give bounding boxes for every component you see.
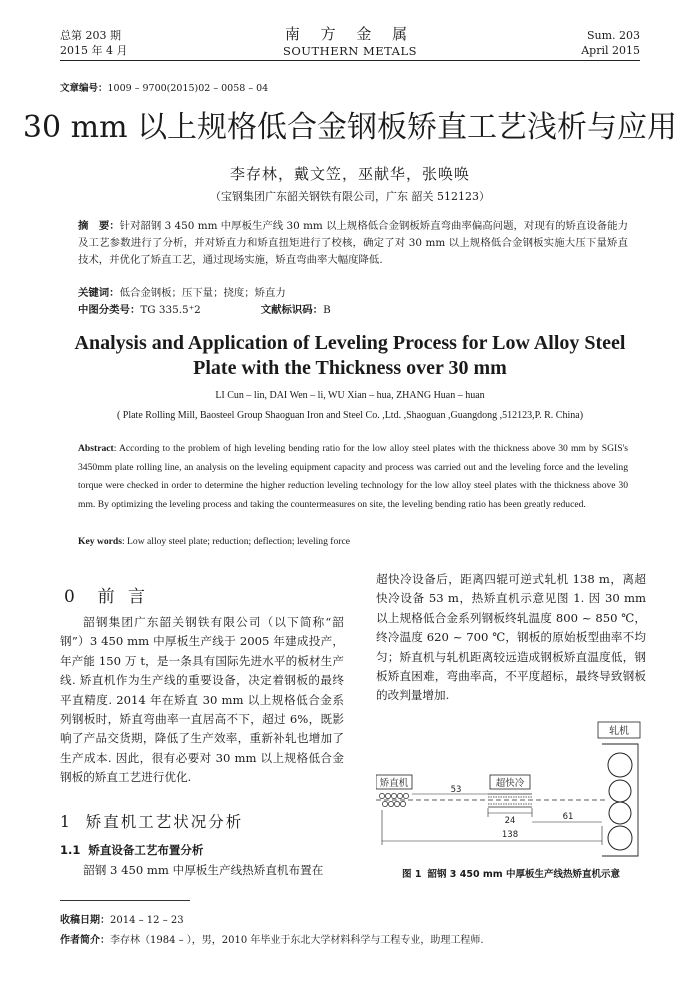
dim-53: 53: [450, 785, 462, 795]
received-date: 2014 – 12 – 23: [110, 915, 184, 926]
sum-en: Sum. 203: [586, 29, 640, 42]
keywords-cn: [78, 285, 628, 302]
article-number-label: 文章编号：: [60, 83, 108, 94]
keywords-cn-label: 关键词：: [78, 287, 120, 299]
dim-61: 61: [562, 812, 574, 822]
cooling-label: 超快冷: [495, 778, 525, 789]
authors-en: LI Cun – lin, DAI Wen – li, WU Xian – hua, ZHANG Huan – huan: [215, 390, 485, 401]
date-cn: 2015 年 4 月: [60, 44, 128, 57]
mill-roll-bottom: [608, 826, 632, 850]
abstract-en-label: Abstract: [78, 443, 114, 454]
section-0-number: 0: [64, 587, 79, 607]
section-0-title: 前 言: [97, 587, 150, 607]
cooling-units: [488, 794, 532, 807]
article-number: [60, 80, 268, 94]
mill-housing: [602, 744, 638, 856]
authors-cn: 李存林，戴文笠，巫献华，张唤唤: [229, 165, 470, 183]
abstract-en-text: : According to the problem of high leveling bending ratio for the low alloy steel plates with the thickness above 30 mm by SGIS's 3450mm plate rolling line, an analysis on the leveling equipment capacity and process was carried out and the leveling force and the leveling torque were checked in order to determine the higher reduction leveling technology for the low alloy steel plates with the thickness above 30 mm. By optimizing the leveling process and taking the countermeasures on site, the leveling bending ratio has been greatly reduced.: [78, 443, 628, 511]
journal-cn: 南 方 金 属: [284, 25, 416, 43]
section-1-number: 1: [60, 813, 72, 831]
received-label: 收稿日期：: [60, 915, 110, 926]
dim-24: 24: [504, 816, 516, 826]
section-0-body: [60, 613, 344, 788]
header-issue: [60, 28, 127, 58]
figure-1-caption: [376, 866, 646, 880]
footnote-received: [60, 911, 184, 926]
abstract-cn-text: 针对韶钢 3 450 mm 中厚板生产线 30 mm 以上规格低合金钢板矫直弯曲率偏高问题，对现有的矫直设备能力及工艺参数进行了分析，并对矫直力和矫直扭矩进行了校核，确定了对 30 mm 以上规格低合金钢板实施大压下量矫直技术，并优化了矫直工艺，通过现场实施，矫直弯曲率大幅度降低.: [78, 220, 629, 266]
leveler-label: 矫直机: [379, 778, 409, 789]
section-0-paragraph: 韶钢集团广东韶关钢铁有限公司（以下简称“韶钢”）3 450 mm 中厚板生产线于 2005 年建成投产，年产能 150 万 t，是一条具有国际先进水平的板材生产线. 矫直机作为生产线的重要设备，决定着钢板的最终平直精度. 2014 年在矫直 30 mm 以上规格低合金系列钢板时，矫直弯曲率一直居高不下，超过 6%，既影响了产品交货期，降低了生产效率，重新补轧也增加了生产成本. 因此，很有必要对 30 mm 以上规格低合金钢板的矫直工艺进行优化.: [60, 615, 344, 785]
doc-code-value: B: [323, 304, 331, 316]
article-number-value: 1009 – 9700(2015)02 – 0058 – 04: [107, 83, 269, 94]
mill-label: 轧机: [609, 726, 629, 737]
title-cn: 30 mm 以上规格低合金钢板矫直工艺浅析与应用: [22, 110, 678, 145]
figure-1-caption-text: 韶钢 3 450 mm 中厚板生产线热矫直机示意: [427, 869, 620, 880]
keywords-en-label: Key words: [78, 536, 122, 547]
classification: [78, 302, 331, 319]
bio-text: 李存林（1984 – ），男，2010 年毕业于东北大学材料科学与工程专业，助理工程师.: [110, 935, 484, 946]
bio-label: 作者简介：: [60, 935, 110, 946]
section-0-heading: [64, 582, 149, 607]
affiliation-cn: （宝钢集团广东韶关钢铁有限公司，广东 韶关 512123）: [210, 190, 490, 203]
affiliation-en: ( Plate Rolling Mill, Baosteel Group Shaoguan Iron and Steel Co. ,Ltd. ,Shaoguan ,Guangdong ,512123,P. R. China): [116, 410, 584, 421]
journal-name: [250, 24, 450, 59]
classification-label: 中图分类号：: [78, 304, 141, 316]
keywords-cn-text: 低合金钢板；压下量；挠度；矫直力: [119, 287, 286, 299]
footnote-bio: [60, 931, 484, 946]
abstract-cn: [78, 218, 628, 269]
header-rule: [60, 60, 640, 61]
doc-code-label: 文献标识码：: [260, 304, 324, 316]
keywords-en: [78, 533, 628, 551]
figure-1-diagram: [376, 720, 646, 860]
header-sum: [581, 28, 640, 58]
section-1-1-heading: [60, 842, 203, 858]
section-1-1-number: 1.1: [60, 843, 81, 857]
title-en: Analysis and Application of Leveling Process for Low Alloy Steel Plate with the Thickness over 30 mm: [74, 332, 626, 379]
figure-1-number: 图 1: [402, 869, 422, 880]
mill-roll-top: [608, 753, 632, 777]
issue-cn: 总第 203 期: [60, 29, 121, 42]
section-1-1-paragraph: 韶钢 3 450 mm 中厚板生产线热矫直机布置在: [83, 863, 324, 877]
classification-value: TG 335.5⁺2: [140, 304, 201, 316]
section-1-heading: [60, 810, 243, 832]
date-en: April 2015: [581, 44, 640, 57]
section-1-1-title: 矫直设备工艺布置分析: [88, 843, 204, 857]
mill-roll-lower: [609, 802, 631, 824]
journal-en: SOUTHERN METALS: [283, 44, 417, 58]
mill-roll-upper: [609, 780, 631, 802]
right-column-paragraph: 超快冷设备后，距离四辊可逆式轧机 138 m，离超快冷设备 53 m，热矫直机示意见图 1. 因 30 mm 以上规格低合金系列钢板终轧温度 800 ~ 850 ℃，终冷温度 620 ~ 700 ℃，钢板的原始板型曲率不均匀；矫直机与轧机距离较远造成钢板矫直温度低，钢板矫直困难，弯曲率高，不平度超标，最终导致钢板的改判量增加.: [376, 572, 646, 703]
dim-138: 138: [501, 830, 519, 840]
abstract-en: [78, 440, 628, 515]
keywords-en-text: : Low alloy steel plate; reduction; deflection; leveling force: [121, 536, 351, 547]
footnote-rule: [60, 900, 190, 901]
section-1-title: 矫直机工艺状况分析: [85, 813, 244, 831]
abstract-cn-label: 摘 要：: [78, 220, 120, 232]
